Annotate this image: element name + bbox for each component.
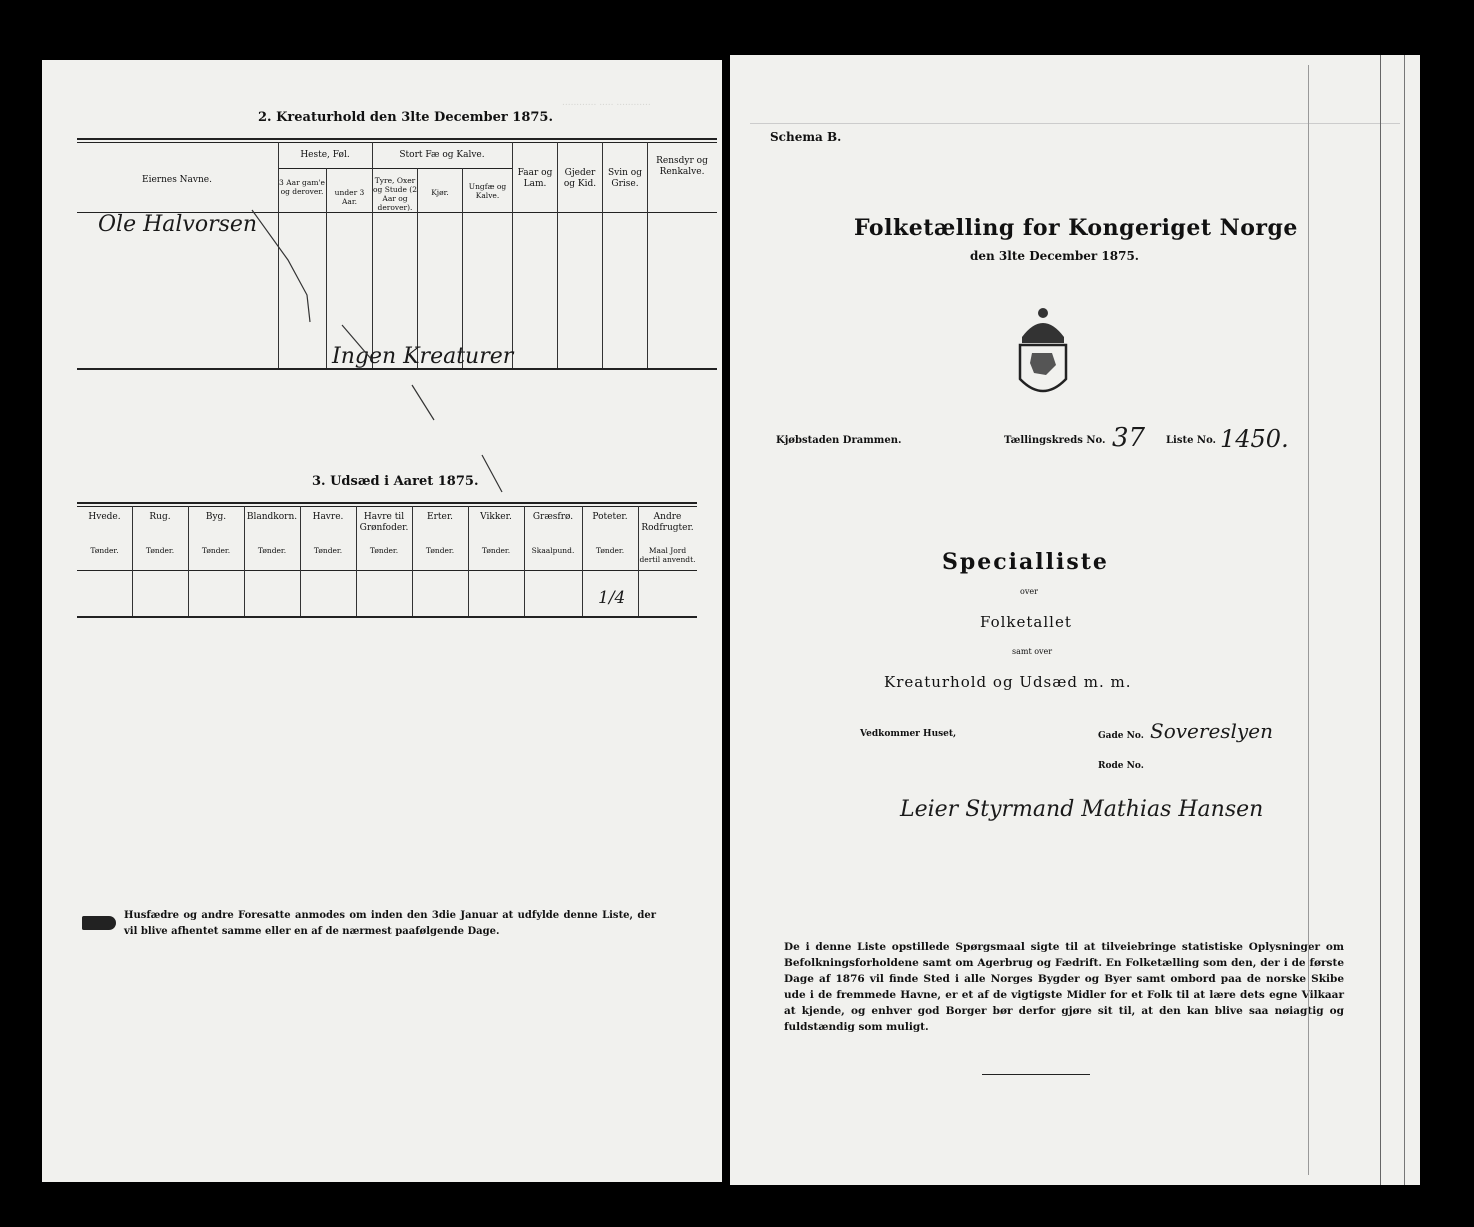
crop-header: Blandkorn. — [246, 512, 298, 522]
ingen-kreaturer-handwritten: Ingen Kreaturer — [332, 344, 514, 369]
crop-col-rule — [300, 506, 301, 616]
col-eiernes-navne: Eiernes Navne. — [142, 175, 212, 185]
owner-name-handwritten: Ole Halvorsen — [98, 212, 258, 237]
gade-label: Gade No. — [1098, 731, 1144, 741]
udsaed-top-rule-thin — [77, 506, 697, 507]
kjobstaden: Kjøbstaden Drammen. — [776, 435, 902, 446]
samt-over-label: samt over — [1012, 647, 1053, 656]
col-stort-fae: Stort Fæ og Kalve. — [399, 150, 485, 160]
census-date: den 3lte December 1875. — [970, 249, 1139, 263]
crop-unit: Tønder. — [481, 546, 511, 555]
crop-header: Græsfrø. — [532, 512, 574, 522]
left-page — [42, 60, 722, 1182]
over-label: over — [1020, 587, 1038, 596]
crop-header: Rug. — [149, 512, 171, 522]
crop-header: Erter. — [427, 512, 453, 522]
col-kjor: Kjør. — [431, 188, 449, 197]
udsaed-title: 3. Udsæd i Aaret 1875. — [312, 474, 479, 489]
crop-unit: Tønder. — [595, 546, 625, 555]
col-heste-3aar: 3 Aar gam'e og derover. — [279, 178, 325, 196]
col-heste: Heste, Føl. — [300, 150, 350, 160]
explanatory-paragraph: De i denne Liste opstillede Spørgsmaal sigte til at tilveiebringe statistiske Oplysninger om Befolkningsforholdene samt om Agerbrug og Fædrift. En Folketælling som den, der i de første Dage af 1876 vil finde Sted i alle Norges Bygder og Byer samt ombord paa de norske Skibe ude i de fremmede Havne, er et af de vigtigste Midler for et Folk til at lære dets egne Vilkaar at kjende, og enhver god Borger bør derfor gjøre sit til, at den kan blive saa nøiagtig og fuldstændig som muligt. — [784, 941, 1344, 1033]
crop-col-rule — [244, 506, 245, 616]
udsaed-bottom-rule — [77, 616, 697, 618]
crop-unit: Maal Jord dertil anvendt. — [639, 546, 696, 564]
crop-col-rule — [356, 506, 357, 616]
crop-header: Vikker. — [480, 512, 512, 522]
crop-unit: Tønder. — [313, 546, 343, 555]
crop-col-rule — [638, 506, 639, 616]
crop-header: Havre. — [312, 512, 344, 522]
col-tyre-oxer: Tyre, Oxer og Stude (2 Aar og derover). — [373, 176, 418, 212]
gade-value-handwritten: Sovereslyen — [1150, 719, 1273, 743]
crop-header: Andre Rodfrugter. — [641, 512, 694, 533]
rode-label: Rode No. — [1098, 761, 1144, 771]
liste-label: Liste No. — [1166, 435, 1217, 446]
page-edge — [1404, 55, 1405, 1185]
col-heste-under3: under 3 Aar. — [334, 188, 365, 206]
crop-header: Hvede. — [88, 512, 121, 522]
liste-value-handwritten: 1450. — [1220, 425, 1289, 453]
page-edge — [1308, 65, 1309, 1175]
crop-col-rule — [132, 506, 133, 616]
crop-unit: Tønder. — [90, 546, 119, 555]
coat-of-arms-icon — [1012, 303, 1074, 407]
crop-col-rule — [524, 506, 525, 616]
crop-header: Poteter. — [592, 512, 628, 522]
pointing-hand-icon — [82, 916, 116, 930]
col-gjeder: Gjeder og Kid. — [563, 168, 597, 189]
crop-col-rule — [582, 506, 583, 616]
poteter-value-handwritten: 1/4 — [598, 588, 626, 608]
col-faar: Faar og Lam. — [517, 168, 553, 189]
crop-unit: Tønder. — [425, 546, 455, 555]
folketallet-heading: Folketallet — [980, 613, 1072, 631]
crop-header: Havre til Grønfoder. — [359, 512, 409, 533]
crop-unit: Tønder. — [201, 546, 231, 555]
bleed-through-text: ............ ..... ............ — [562, 98, 651, 108]
crop-unit: Skaalpund. — [531, 546, 575, 555]
closing-rule — [982, 1074, 1090, 1075]
page-edge — [1380, 55, 1381, 1185]
taellingskreds-label: Tællingskreds No. — [1004, 435, 1106, 446]
col-rensdyr: Rensdyr og Renkalve. — [656, 156, 708, 177]
crop-unit: Tønder. — [145, 546, 175, 555]
crop-header: Byg. — [205, 512, 227, 522]
crop-unit: Tønder. — [369, 546, 399, 555]
notice-text: Husfædre og andre Foresatte anmodes om inden den 3die Januar at udfylde denne Liste, der vil blive afhentet samme eller en af de nærmest paafølgende Dage. — [124, 910, 656, 937]
specialliste-heading: Specialliste — [942, 549, 1109, 575]
col-ungfae: Ungfæ og Kalve. — [468, 182, 507, 200]
vedkommer-huset-label: Vedkommer Huset, — [860, 729, 957, 739]
census-title: Folketælling for Kongeriget Norge — [854, 215, 1298, 241]
udsaed-top-rule — [77, 502, 697, 504]
crop-unit: Tønder. — [257, 546, 287, 555]
taellingskreds-value-handwritten: 37 — [1112, 423, 1146, 453]
udsaed-header-rule — [77, 570, 697, 571]
crop-col-rule — [468, 506, 469, 616]
bleed-through-rule — [750, 123, 1400, 124]
kreaturhold-heading: Kreaturhold og Udsæd m. m. — [884, 673, 1132, 691]
crop-col-rule — [188, 506, 189, 616]
col-svin: Svin og Grise. — [608, 168, 642, 189]
crop-col-rule — [412, 506, 413, 616]
kreaturhold-title: 2. Kreaturhold den 3lte December 1875. — [258, 110, 553, 125]
right-page — [730, 55, 1420, 1185]
schema-label: Schema B. — [770, 130, 842, 144]
leier-handwritten: Leier Styrmand Mathias Hansen — [900, 797, 1264, 822]
